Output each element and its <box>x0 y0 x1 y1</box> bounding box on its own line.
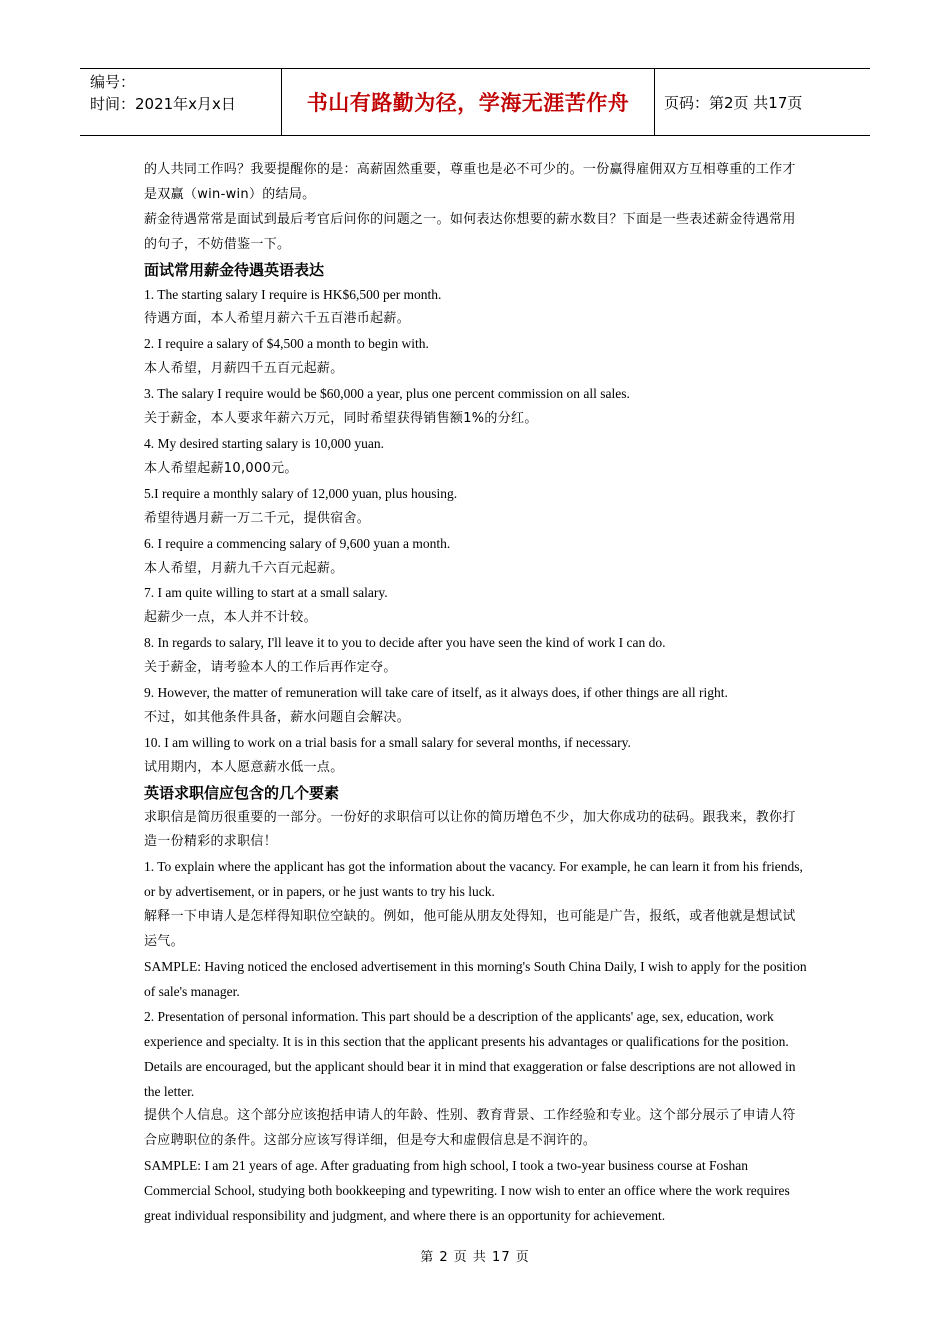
salary-item-zh: 关于薪金，本人要求年薪六万元，同时希望获得销售额1%的分红。 <box>144 411 538 427</box>
salary-item-zh: 本人希望，月薪四千五百元起薪。 <box>144 361 344 377</box>
salary-item-en: 9. However, the matter of remuneration will take care of itself, as it always does, if other things are all right. <box>144 685 728 701</box>
point-en: 2. Presentation of personal information. This part should be a description of the applicants' age, sex, education, work experience and specialty. It is in this section that the applicant presents his advantages or qualifications for the position. Details are encouraged, but the applicant should bear it in mind that exaggeration or false descriptions are not allowed in the letter. <box>144 1008 796 1099</box>
date-label: 时间：2021年x月x日 <box>90 95 236 113</box>
salary-item-en: 2. I require a salary of $4,500 a month to begin with. <box>144 336 429 352</box>
point-zh: 解释一下申请人是怎样得知职位空缺的。例如，他可能从朋友处得知，也可能是广告，报纸，或者他就是想试试运气。 <box>144 909 796 950</box>
salary-item-zh: 希望待遇月薪一万二千元，提供宿舍。 <box>144 510 371 526</box>
salary-item-en: 4. My desired starting salary is 10,000 yuan. <box>144 435 384 451</box>
intro-paragraph: 薪金待遇常常是面试到最后考官后问你的问题之一。如何表达你想要的薪水数目？下面是一些表述薪金待遇常用的句子，不妨借鉴一下。 <box>144 211 796 252</box>
document-body <box>144 158 808 1229</box>
salary-item-zh: 待遇方面，本人希望月薪六千五百港币起薪。 <box>144 311 411 327</box>
salary-item-zh: 试用期内，本人愿意薪水低一点。 <box>144 759 344 775</box>
serial-label: 编号： <box>90 73 136 91</box>
section-heading: 面试常用薪金待遇英语表达 <box>144 260 325 279</box>
cover-letter-intro: 求职信是简历很重要的一部分。一份好的求职信可以让你的简历增色不少，加大你成功的砝码。跟我来，教你打造一份精彩的求职信！ <box>144 809 796 850</box>
header-page-cell <box>655 69 870 135</box>
header-motto-cell <box>281 69 655 135</box>
salary-item-en: 7. I am quite willing to start at a small salary. <box>144 585 388 601</box>
salary-item-zh: 关于薪金，请考验本人的工作后再作定夺。 <box>144 660 397 676</box>
salary-item-en: 6. I require a commencing salary of 9,600 yuan a month. <box>144 535 451 551</box>
salary-item-en: 1. The starting salary I require is HK$6,500 per month. <box>144 286 442 302</box>
section-heading: 英语求职信应包含的几个要素 <box>144 783 340 802</box>
intro-paragraph: 的人共同工作吗？我要提醒你的是：高薪固然重要，尊重也是必不可少的。一份赢得雇佣双方互相尊重的工作才是双赢（win-win）的结局。 <box>144 162 796 202</box>
salary-item-zh: 起薪少一点，本人并不计较。 <box>144 610 317 626</box>
point-sample: SAMPLE: Having noticed the enclosed advertisement in this morning's South China Daily, I wish to apply for the position of sale's manager. <box>144 959 807 999</box>
salary-item-en: 8. In regards to salary, I'll leave it to you to decide after you have seen the kind of work I can do. <box>144 635 666 651</box>
salary-item-zh: 不过，如其他条件具备，薪水问题自会解决。 <box>144 709 411 725</box>
footer-page-number: 第 2 页 共 17 页 <box>420 1250 530 1265</box>
salary-item-en: 10. I am willing to work on a trial basis for a small salary for several months, if necessary. <box>144 734 631 750</box>
page-footer <box>0 1246 950 1265</box>
point-zh: 提供个人信息。这个部分应该抱括申请人的年龄、性别、教育背景、工作经验和专业。这个部分展示了申请人符合应聘职位的条件。这部分应该写得详细，但是夸大和虚假信息是不润许的。 <box>144 1108 796 1149</box>
salary-item-zh: 本人希望，月薪九千六百元起薪。 <box>144 560 344 576</box>
point-en: 1. To explain where the applicant has got the information about the vacancy. For example, he can learn it from his friends, or by advertisement, or in papers, or he just wants to try his luck. <box>144 859 803 900</box>
page-header <box>80 68 870 136</box>
salary-item-zh: 本人希望起薪10,000元。 <box>144 460 298 476</box>
salary-item-en: 5.I require a monthly salary of 12,000 yuan, plus housing. <box>144 485 458 501</box>
header-meta <box>80 69 281 135</box>
page-label: 页码：第2页 共17页 <box>664 93 803 112</box>
motto: 书山有路勤为径，学海无涯苦作舟 <box>306 91 630 115</box>
salary-item-en: 3. The salary I require would be $60,000 a year, plus one percent commission on all sales. <box>144 386 630 402</box>
point-sample: SAMPLE: I am 21 years of age. After graduating from high school, I took a two-year business course at Foshan Commercial School, studying both bookkeeping and typewriting. I now wish to enter an office where the work requires great individual responsibility and judgment, and where there is an opportunity for achievement. <box>144 1158 790 1224</box>
